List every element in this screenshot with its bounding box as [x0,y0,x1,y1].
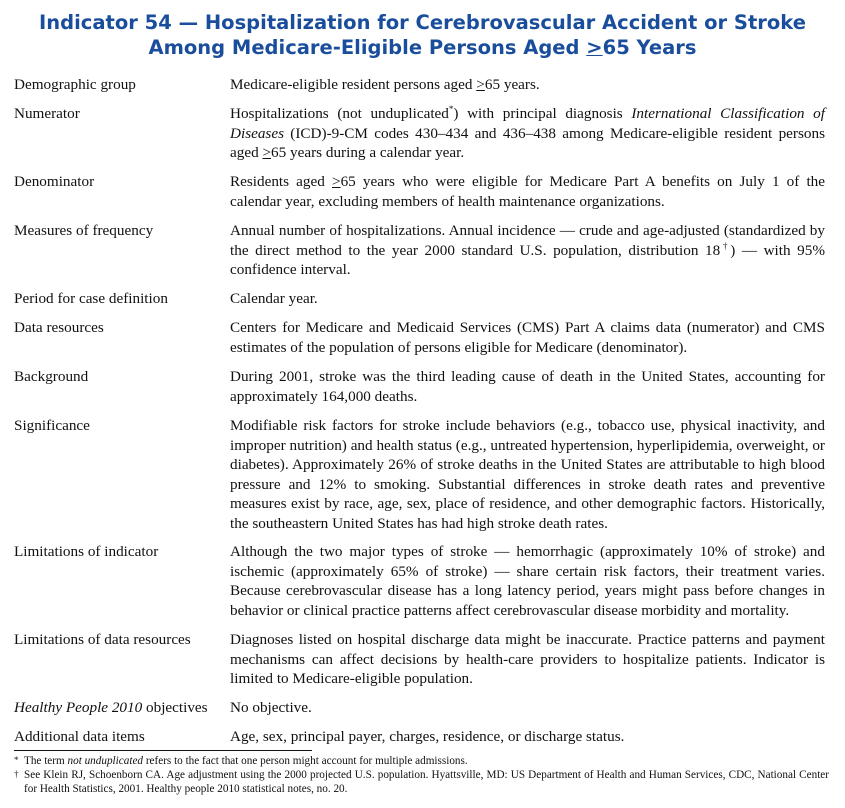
value-text: Residents aged [230,173,332,190]
footnote-italic: not unduplicated [67,755,144,767]
title-line-2 [0,35,845,60]
greater-equal-symbol: > [586,36,603,59]
footnote-divider [14,750,312,751]
row-label: Measures of frequency [14,222,154,239]
footnote-mark: * [14,755,19,765]
value-text: 65 years who were eligible for Medicare Part A benefits on July 1 of the calendar year, excluding members of health maintenance organizations. [230,173,825,210]
row-value: During 2001, stroke was the third leading cause of death in the United States, accounting for approximately 164,000 deaths. [230,368,825,405]
page-title [0,10,845,60]
row-label: Limitations of indicator [14,543,159,560]
title-line-2-suffix: 65 Years [602,36,697,59]
row-value [230,75,825,95]
value-text: 65 years during a calendar year. [271,144,465,162]
greater-equal-symbol: > [332,173,341,190]
footnote-text-part: refers to the fact that one person might account for multiple admissions. [143,755,468,767]
title-line-2-prefix: Among Medicare-Eligible Persons Aged [148,36,587,59]
label-text: objectives [142,699,208,716]
value-text: Annual number of hospitalizations. Annual incidence — crude and age-adjusted (standardized by the direct method to the year 2000 standard U.S. population, distribution 18 [230,222,825,259]
row-label: Additional data items [14,728,145,745]
footnote-mark: † [720,240,731,251]
value-text: Medicare-eligible resident persons aged [230,76,477,93]
label-italic: Healthy People 2010 [14,699,143,716]
footnote-mark: † [14,769,19,779]
greater-equal-symbol: > [262,144,272,162]
value-text: (ICD)-9-CM codes 430–434 and 436–438 among Medicare-eligible resident persons aged [230,124,825,162]
footnote-text [24,754,829,768]
row-value [230,104,825,163]
row-label [14,698,226,718]
row-label: Denominator [14,173,95,190]
row-value: Although the two major types of stroke — hemorrhagic (approximately 10% of stroke) and ischemic (approximately 65% of stroke) — share certain risk factors, their treatment varies. Because cerebrovascular disease has a long latency period, years might pass before changes in behavior or clinical practice patterns affect cerebrovascular disease morbidity and mortality. [230,543,825,619]
value-text: ) with principal diagnosis [453,105,632,122]
row-value: Age, sex, principal payer, charges, residence, or discharge status. [230,728,625,745]
row-label: Period for case definition [14,290,168,307]
footnote-text-part: The term [24,755,68,767]
row-value: Diagnoses listed on hospital discharge data might be inaccurate. Practice patterns and payment mechanisms can affect decisions by health-care providers to hospitalize patients. Indicator is limited to Medicare-eligible population. [230,631,825,688]
row-label: Numerator [14,105,80,122]
row-value: Calendar year. [230,290,318,307]
row-value: Modifiable risk factors for stroke include behaviors (e.g., tobacco use, physical inactivity, and improper nutrition) and health status (e.g., untreated hypertension, hyperlipidemia, overweight, or diabetes). Approximately 26% of stroke deaths in the United States are attributable to high blood pressure and 12% to smoking. Substantial differences in stroke death rates and preventive measures exist by race, age, sex, place of residence, and other demographic factors. Historically, the southeastern United States has had high stroke death rates. [230,417,825,532]
row-label: Background [14,368,89,385]
row-label: Significance [14,417,90,434]
value-text: Hospitalizations (not unduplicated [230,105,449,122]
title-line-1: Indicator 54 — Hospitalization for Cerebrovascular Accident or Stroke [39,11,806,34]
row-value: Centers for Medicare and Medicaid Services (CMS) Part A claims data (numerator) and CMS estimates of the population of persons eligible for Medicare (denominator). [230,319,825,356]
footnote-text: See Klein RJ, Schoenborn CA. Age adjustment using the 2000 projected U.S. population. Hyattsville, MD: US Department of Health and Human Services, CDC, National Center for Health Statistics, 2001. Healthy people 2010 statistical notes, no. 20. [24,769,829,795]
row-label: Data resources [14,319,104,336]
row-value [230,221,825,280]
row-label: Demographic group [14,76,136,93]
value-italic: International Classification of Diseases [230,105,825,142]
row-value: No objective. [230,699,312,716]
row-label: Limitations of data resources [14,631,191,648]
footnote-mark: * [448,103,454,114]
value-text: ) — with 95% confidence interval. [230,241,825,279]
greater-equal-symbol: > [476,76,485,93]
row-value [230,172,825,211]
value-text: 65 years. [484,76,540,93]
